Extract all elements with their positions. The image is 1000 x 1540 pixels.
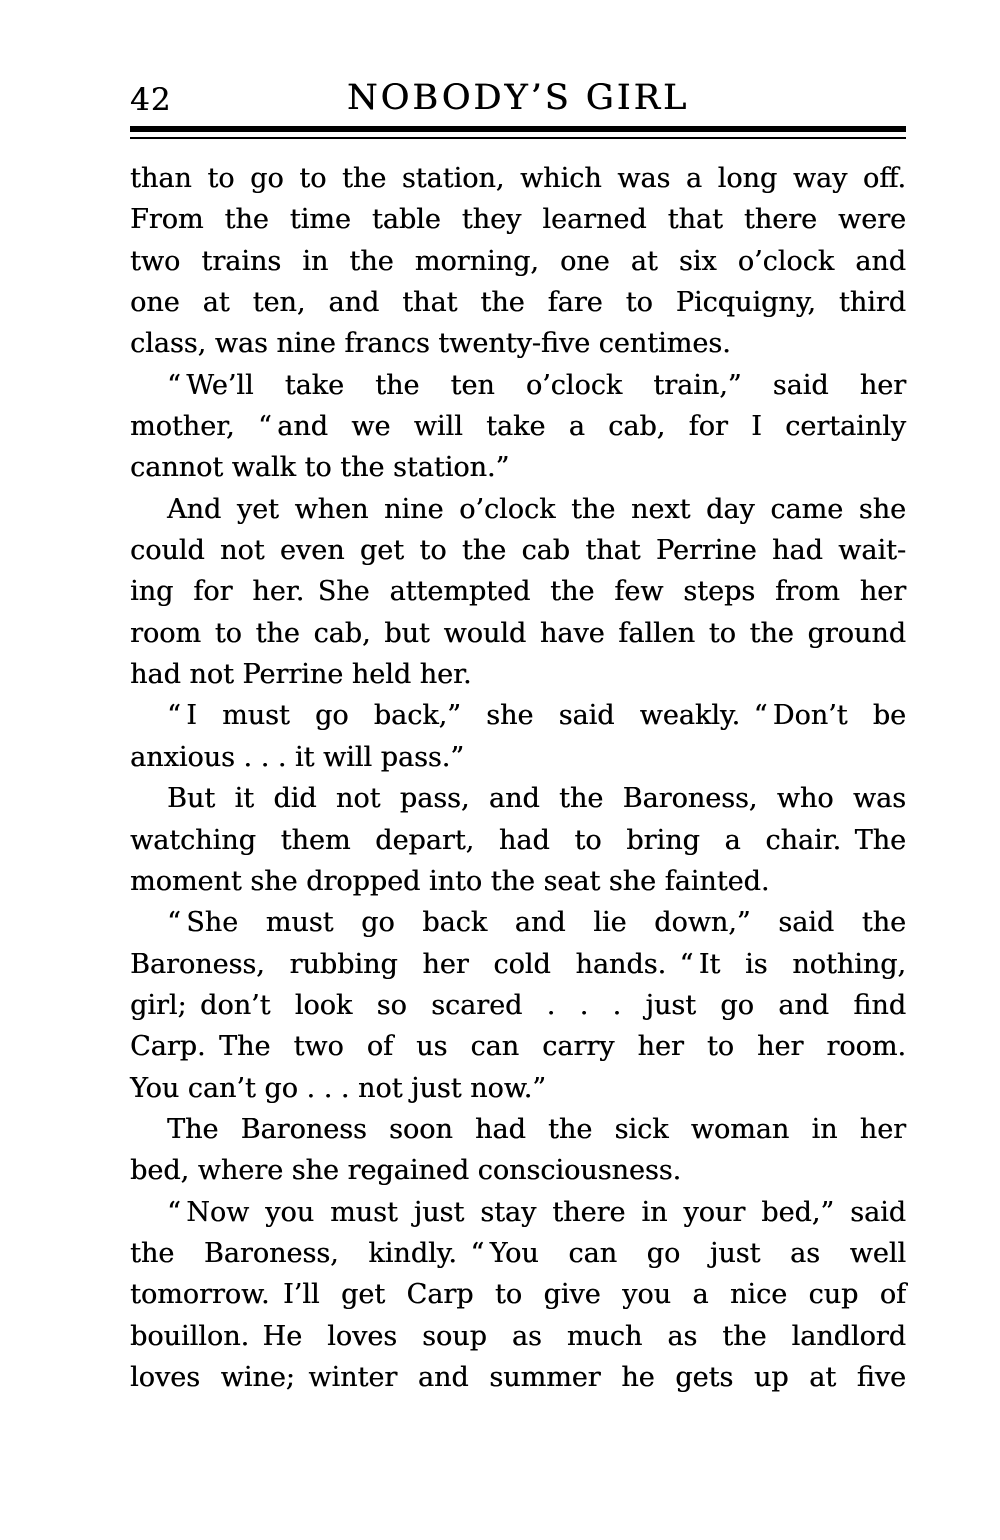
paragraph xyxy=(130,902,906,1109)
text-line: anxious . . . it will pass.” xyxy=(130,741,465,773)
header-double-rule xyxy=(130,126,906,139)
text-line: And yet when nine o’clock the next day came she xyxy=(167,493,906,525)
text-line: bed, where she regained consciousness. xyxy=(130,1155,682,1187)
text-line: ing for her. She attempted the few steps from her xyxy=(130,576,906,608)
text-line: From the time table they learned that there were xyxy=(130,204,906,236)
text-line: Baroness, rubbing her cold hands. “ It is nothing, xyxy=(130,948,906,980)
text-line: two trains in the morning, one at six o’clock and xyxy=(130,245,906,277)
paragraph xyxy=(130,1192,906,1399)
text-line: than to go to the station, which was a long way off. xyxy=(130,163,906,194)
running-header xyxy=(130,78,906,118)
text-line: could not even get to the cab that Perrine had wait- xyxy=(130,535,906,567)
text-line: room to the cab, but would have fallen to the ground xyxy=(130,617,906,649)
page-number: 42 xyxy=(130,82,172,118)
text-line: “ I must go back,” she said weakly. “ Don’t be xyxy=(167,700,906,732)
text-line: “ Now you must just stay there in your bed,” said xyxy=(167,1196,906,1228)
text-line: loves wine; winter and summer he gets up at five xyxy=(130,1361,906,1393)
text-line: “ We’ll take the ten o’clock train,” said her xyxy=(167,369,906,401)
running-title: NOBODY’S GIRL xyxy=(346,78,690,118)
text-block xyxy=(130,158,906,1398)
paragraph xyxy=(130,158,906,365)
paragraph xyxy=(130,365,906,489)
text-line: bouillon. He loves soup as much as the landlord xyxy=(130,1320,906,1352)
text-line: The Baroness soon had the sick woman in her xyxy=(167,1113,906,1145)
text-line: watching them depart, had to bring a chair. The xyxy=(130,824,906,856)
text-line: class, was nine francs twenty-five centimes. xyxy=(130,328,731,360)
text-line: one at ten, and that the fare to Picquigny, third xyxy=(130,287,906,319)
text-line: cannot walk to the station.” xyxy=(130,452,510,484)
text-line: girl; don’t look so scared . . . just go and find xyxy=(130,989,906,1021)
text-line: You can’t go . . . not just now.” xyxy=(130,1072,547,1104)
text-line: Carp. The two of us can carry her to her room. xyxy=(130,1031,906,1063)
text-line: had not Perrine held her. xyxy=(130,659,472,691)
text-line: “ She must go back and lie down,” said the xyxy=(167,907,906,939)
text-line: moment she dropped into the seat she fainted. xyxy=(130,865,770,897)
paragraph xyxy=(130,778,906,902)
text-line: tomorrow. I’ll get Carp to give you a nice cup of xyxy=(130,1279,906,1311)
paragraph xyxy=(130,489,906,696)
text-line: But it did not pass, and the Baroness, who was xyxy=(167,783,906,815)
text-line: the Baroness, kindly. “ You can go just as well xyxy=(130,1237,906,1269)
text-line: mother, “ and we will take a cab, for I certainly xyxy=(130,411,906,443)
paragraph xyxy=(130,1109,906,1192)
paragraph xyxy=(130,695,906,778)
